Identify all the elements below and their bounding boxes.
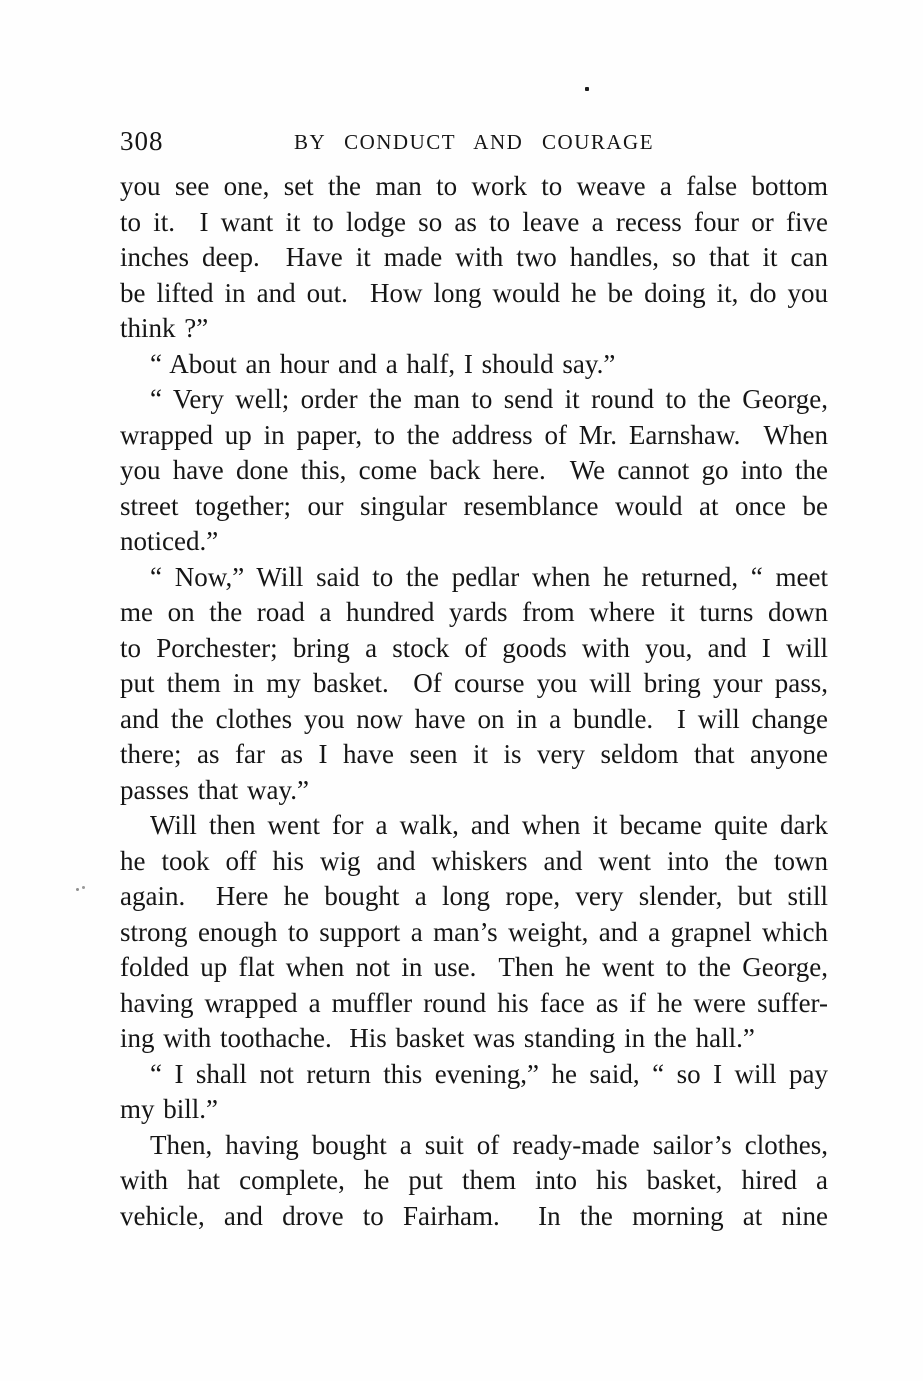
- text-line: ing with toothache. His basket was standing in the hall.”: [120, 1023, 755, 1053]
- text-line: vehicle, and drove to Fairham. In the morning at nine: [120, 1200, 828, 1231]
- text-line: “ Now,” Will said to the pedlar when he returned, “ meet: [150, 561, 828, 592]
- text-line: Then, having bought a suit of ready-made sailor’s clothes,: [150, 1129, 828, 1160]
- text-line: he took off his wig and whiskers and went into the town: [120, 845, 828, 876]
- text-line: to it. I want it to lodge so as to leave a recess four or five: [120, 206, 828, 237]
- text-line: you have done this, come back here. We cannot go into the: [120, 455, 828, 485]
- text-line: be lifted in and out. How long would he be doing it, do you: [120, 277, 828, 308]
- text-line: with hat complete, he put them into his basket, hired a: [120, 1165, 828, 1195]
- text-line: “ I shall not return this evening,” he said, “ so I will pay: [150, 1058, 828, 1089]
- text-line: put them in my basket. Of course you will bring your pass,: [120, 668, 828, 698]
- page-number: 308: [120, 126, 164, 156]
- page-header: [120, 126, 828, 160]
- text-line: strong enough to support a man’s weight, and a grapnel which: [120, 916, 828, 947]
- text-line: “ About an hour and a half, I should say.”: [150, 348, 616, 379]
- text-line: again. Here he bought a long rope, very slender, but still: [120, 881, 828, 911]
- text-line: and the clothes you now have on in a bundle. I will change: [120, 703, 828, 734]
- text-line: there; as far as I have seen it is very seldom that anyone: [120, 739, 828, 769]
- text-line: street together; our singular resemblance would at once be: [120, 490, 828, 521]
- text-line: my bill.”: [120, 1094, 218, 1124]
- text-line: wrapped up in paper, to the address of Mr. Earnshaw. When: [120, 419, 828, 450]
- text-line: me on the road a hundred yards from where it turns down: [120, 597, 828, 627]
- scan-speck-icon: [82, 886, 85, 889]
- scan-speck-icon: [76, 888, 79, 891]
- running-title: BY CONDUCT AND COURAGE: [293, 130, 655, 154]
- text-line: you see one, set the man to work to weave a false bottom: [120, 171, 828, 201]
- text-line: think ?”: [120, 313, 209, 343]
- text-line: inches deep. Have it made with two handles, so that it can: [120, 242, 828, 272]
- text-line: noticed.”: [120, 526, 219, 556]
- scan-speck-icon: [585, 87, 589, 91]
- text-line: passes that way.”: [120, 774, 309, 805]
- page-body: [120, 169, 828, 1234]
- text-line: to Porchester; bring a stock of goods with you, and I will: [120, 632, 828, 663]
- text-line: “ Very well; order the man to send it round to the George,: [150, 384, 828, 414]
- text-line: folded up flat when not in use. Then he went to the George,: [120, 952, 828, 982]
- text-line: Will then went for a walk, and when it became quite dark: [150, 810, 828, 840]
- text-line: having wrapped a muffler round his face as if he were suffer-: [120, 987, 828, 1018]
